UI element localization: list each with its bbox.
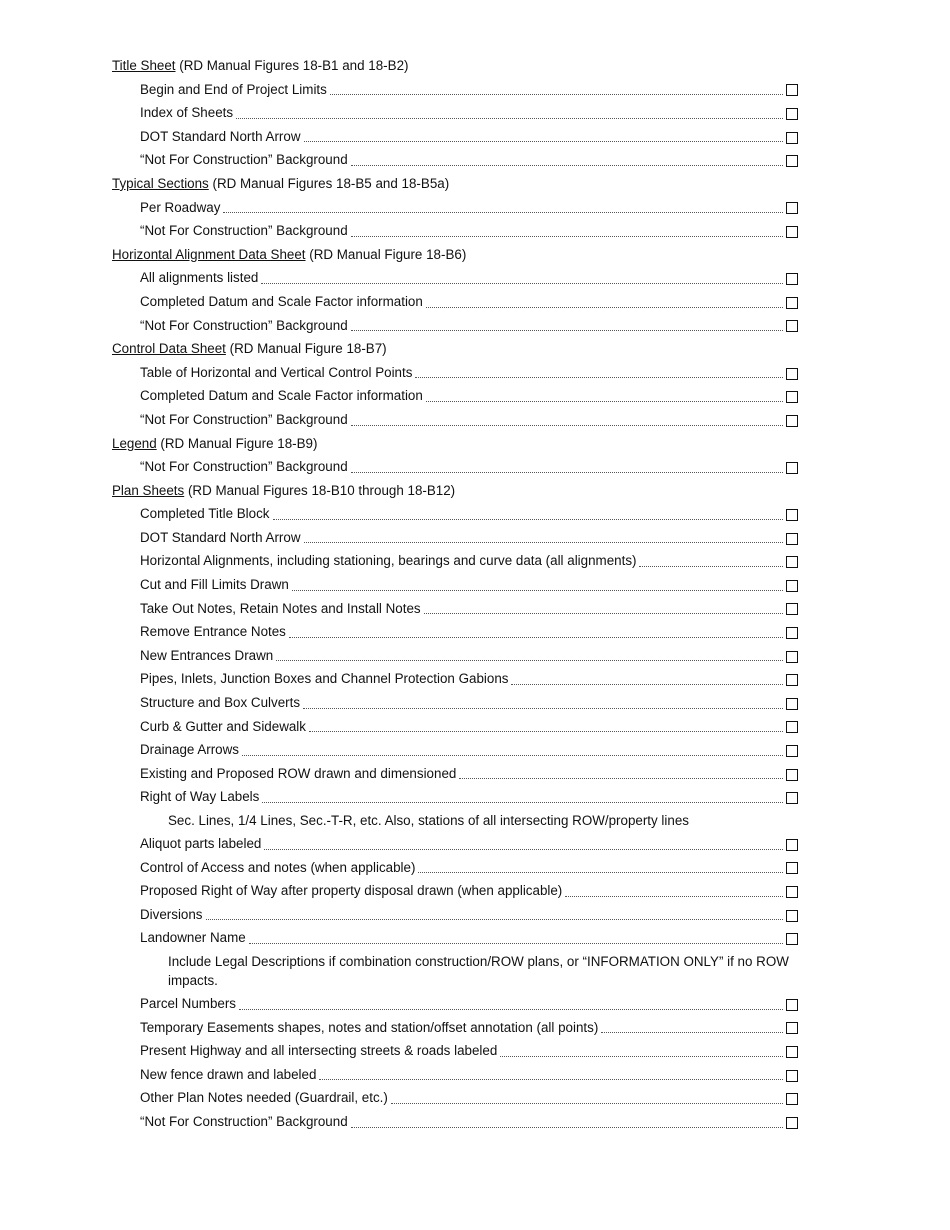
checklist-checkbox[interactable] (786, 226, 798, 238)
checklist-item (112, 266, 798, 290)
checklist-item (112, 148, 798, 172)
dot-leader (206, 911, 783, 920)
section-reference: (RD Manual Figures 18-B1 and 18-B2) (175, 58, 409, 73)
checklist-item (112, 715, 798, 739)
checklist-checkbox[interactable] (786, 769, 798, 781)
checklist-checkbox[interactable] (786, 603, 798, 615)
checklist-item-label: Take Out Notes, Retain Notes and Install Notes (140, 600, 421, 616)
section-reference: (RD Manual Figure 18-B9) (156, 435, 318, 451)
checklist-checkbox[interactable] (786, 556, 798, 568)
checklist-checkbox[interactable] (786, 862, 798, 874)
checklist-checkbox[interactable] (786, 839, 798, 851)
checklist-item-label: Completed Title Block (140, 506, 270, 522)
section-heading-legend (112, 432, 798, 456)
dot-leader (424, 605, 783, 614)
dot-leader (426, 299, 783, 308)
checklist-item (112, 196, 798, 220)
checklist-item (112, 526, 798, 550)
plan-review-checklist (112, 54, 798, 1134)
checklist-item-label: “Not For Construction” Background (140, 223, 348, 239)
checklist-item-label: New Entrances Drawn (140, 647, 274, 663)
checklist-checkbox[interactable] (786, 320, 798, 332)
checklist-checkbox[interactable] (786, 509, 798, 521)
dot-leader (303, 700, 783, 709)
dot-leader (351, 322, 783, 331)
dot-leader (239, 1001, 783, 1010)
checklist-item-label: Curb & Gutter and Sidewalk (140, 718, 306, 734)
checklist-item-label: “Not For Construction” Background (140, 152, 348, 168)
checklist-item-label: Landowner Name (140, 930, 246, 946)
checklist-item-label: Other Plan Notes needed (Guardrail, etc.) (140, 1090, 388, 1106)
checklist-item (112, 1110, 798, 1134)
dot-leader (289, 629, 783, 638)
checklist-item-label: Parcel Numbers (140, 995, 236, 1011)
dot-leader (319, 1071, 783, 1080)
checklist-item (112, 219, 798, 243)
section-title: Title Sheet (112, 58, 176, 73)
dot-leader (351, 228, 783, 237)
section-reference: (RD Manual Figures 18-B10 through 18-B12) (184, 482, 456, 498)
checklist-item-label: Present Highway and all intersecting streets & roads labeled (140, 1043, 498, 1059)
dot-leader (261, 275, 783, 284)
dot-leader (415, 369, 783, 378)
checklist-item-label: Remove Entrance Notes (140, 624, 286, 640)
dot-leader (273, 511, 784, 520)
section-title: Typical Sections (112, 175, 209, 191)
checklist-item-label: Control of Access and notes (when applicable) (140, 859, 416, 875)
section-heading-horizontal-alignment-data-sheet (112, 243, 798, 267)
checklist-item (112, 384, 798, 408)
checklist-checkbox[interactable] (786, 462, 798, 474)
checklist-item-label: Index of Sheets (140, 105, 234, 121)
dot-leader (426, 393, 783, 402)
checklist-checkbox[interactable] (786, 910, 798, 922)
dot-leader (264, 841, 783, 850)
checklist-checkbox[interactable] (786, 580, 798, 592)
checklist-item (112, 1016, 798, 1040)
dot-leader (262, 794, 783, 803)
checklist-item (112, 785, 798, 809)
checklist-checkbox[interactable] (786, 674, 798, 686)
checklist-item (112, 290, 798, 314)
checklist-checkbox[interactable] (786, 933, 798, 945)
checklist-checkbox[interactable] (786, 1046, 798, 1058)
dot-leader (276, 652, 783, 661)
checklist-item-label: “Not For Construction” Background (140, 411, 348, 427)
checklist-checkbox[interactable] (786, 1093, 798, 1105)
section-reference: (RD Manual Figure 18-B7) (225, 341, 387, 357)
dot-leader (500, 1048, 783, 1057)
checklist-item (112, 549, 798, 573)
checklist-checkbox[interactable] (786, 368, 798, 380)
checklist-item-label: Drainage Arrows (140, 742, 239, 758)
checklist-checkbox[interactable] (786, 273, 798, 285)
section-heading-plan-sheets (112, 479, 798, 503)
checklist-item (112, 597, 798, 621)
checklist-checkbox[interactable] (786, 886, 798, 898)
checklist-checkbox[interactable] (786, 415, 798, 427)
checklist-item-label: DOT Standard North Arrow (140, 128, 301, 144)
checklist-item (112, 992, 798, 1016)
checklist-checkbox[interactable] (786, 84, 798, 96)
checklist-item-label: Existing and Proposed ROW drawn and dimensioned (140, 765, 457, 781)
checklist-item-label: Temporary Easements shapes, notes and station/offset annotation (all points) (140, 1019, 599, 1035)
checklist-item (112, 101, 798, 125)
checklist-checkbox[interactable] (786, 1117, 798, 1129)
dot-leader (351, 157, 783, 166)
checklist-item (112, 856, 798, 880)
checklist-item (112, 879, 798, 903)
section-title: Control Data Sheet (112, 341, 226, 357)
checklist-item-label: DOT Standard North Arrow (140, 529, 301, 545)
checklist-checkbox[interactable] (786, 1022, 798, 1034)
dot-leader (565, 888, 783, 897)
checklist-item-label: Completed Datum and Scale Factor information (140, 293, 423, 309)
checklist-checkbox[interactable] (786, 721, 798, 733)
checklist-item-label: Proposed Right of Way after property disposal drawn (when applicable) (140, 883, 563, 899)
checklist-item-label: Horizontal Alignments, including stationing, bearings and curve data (all alignments) (140, 553, 637, 569)
section-title: Plan Sheets (112, 482, 185, 498)
checklist-item (112, 408, 798, 432)
checklist-item-label: “Not For Construction” Background (140, 1113, 348, 1129)
section-reference: (RD Manual Figure 18-B6) (305, 246, 467, 262)
checklist-item (112, 832, 798, 856)
checklist-item-label: Per Roadway (140, 199, 221, 215)
checklist-item (112, 667, 798, 691)
checklist-item-label: New fence drawn and labeled (140, 1066, 317, 1082)
dot-leader (304, 534, 783, 543)
dot-leader (304, 133, 783, 142)
checklist-checkbox[interactable] (786, 297, 798, 309)
dot-leader (639, 558, 783, 567)
section-reference: (RD Manual Figures 18-B5 and 18-B5a) (208, 175, 450, 191)
checklist-checkbox[interactable] (786, 745, 798, 757)
section-title: Horizontal Alignment Data Sheet (112, 246, 306, 262)
dot-leader (418, 864, 783, 873)
dot-leader (351, 417, 783, 426)
section-heading-typical-sections (112, 172, 798, 196)
dot-leader (459, 770, 783, 779)
checklist-item (112, 903, 798, 927)
dot-leader (351, 1119, 783, 1128)
dot-leader (292, 582, 783, 591)
checklist-item (112, 620, 798, 644)
checklist-checkbox[interactable] (786, 1070, 798, 1082)
checklist-checkbox[interactable] (786, 108, 798, 120)
section-heading-control-data-sheet (112, 337, 798, 361)
checklist-item (112, 573, 798, 597)
checklist-item (112, 762, 798, 786)
checklist-item (112, 502, 798, 526)
checklist-item (112, 314, 798, 338)
checklist-item (112, 738, 798, 762)
dot-leader (242, 747, 783, 756)
checklist-checkbox[interactable] (786, 792, 798, 804)
checklist-checkbox[interactable] (786, 132, 798, 144)
checklist-item-label: “Not For Construction” Background (140, 459, 348, 475)
dot-leader (601, 1024, 783, 1033)
checklist-item (112, 926, 798, 950)
checklist-checkbox[interactable] (786, 155, 798, 167)
checklist-item-label: “Not For Construction” Background (140, 317, 348, 333)
dot-leader (223, 204, 783, 213)
dot-leader (330, 86, 783, 95)
checklist-checkbox[interactable] (786, 698, 798, 710)
dot-leader (236, 110, 783, 119)
checklist-note: Include Legal Descriptions if combination construction/ROW plans, or “INFORMATION ONLY” if no ROW impacts. (168, 953, 789, 988)
checklist-checkbox[interactable] (786, 202, 798, 214)
dot-leader (391, 1095, 783, 1104)
checklist-item-label: Pipes, Inlets, Junction Boxes and Channel Protection Gabions (140, 671, 509, 687)
checklist-item-label: Begin and End of Project Limits (140, 81, 327, 97)
dot-leader (249, 935, 783, 944)
checklist-item-label: All alignments listed (140, 270, 259, 286)
section-heading-title-sheet (112, 54, 798, 78)
dot-leader (309, 723, 783, 732)
checklist-item-label: Structure and Box Culverts (140, 695, 301, 711)
checklist-item (112, 644, 798, 668)
checklist-item (112, 361, 798, 385)
checklist-checkbox[interactable] (786, 391, 798, 403)
checklist-checkbox[interactable] (786, 627, 798, 639)
checklist-item (112, 691, 798, 715)
checklist-item (112, 1086, 798, 1110)
checklist-item (112, 1039, 798, 1063)
dot-leader (351, 464, 783, 473)
checklist-item-label: Cut and Fill Limits Drawn (140, 577, 289, 593)
checklist-item (112, 455, 798, 479)
checklist-item (112, 78, 798, 102)
checklist-item-label: Table of Horizontal and Vertical Control Points (140, 364, 413, 380)
checklist-checkbox[interactable] (786, 651, 798, 663)
checklist-checkbox[interactable] (786, 533, 798, 545)
checklist-item (112, 125, 798, 149)
checklist-item-label: Diversions (140, 906, 203, 922)
checklist-item-label: Right of Way Labels (140, 789, 260, 805)
checklist-item-label: Completed Datum and Scale Factor information (140, 388, 423, 404)
checklist-note: Sec. Lines, 1/4 Lines, Sec.-T-R, etc. Also, stations of all intersecting ROW/property lines (168, 813, 689, 828)
checklist-item (112, 1063, 798, 1087)
checklist-checkbox[interactable] (786, 999, 798, 1011)
section-title: Legend (112, 435, 157, 451)
checklist-item-label: Aliquot parts labeled (140, 836, 262, 851)
dot-leader (511, 676, 783, 685)
